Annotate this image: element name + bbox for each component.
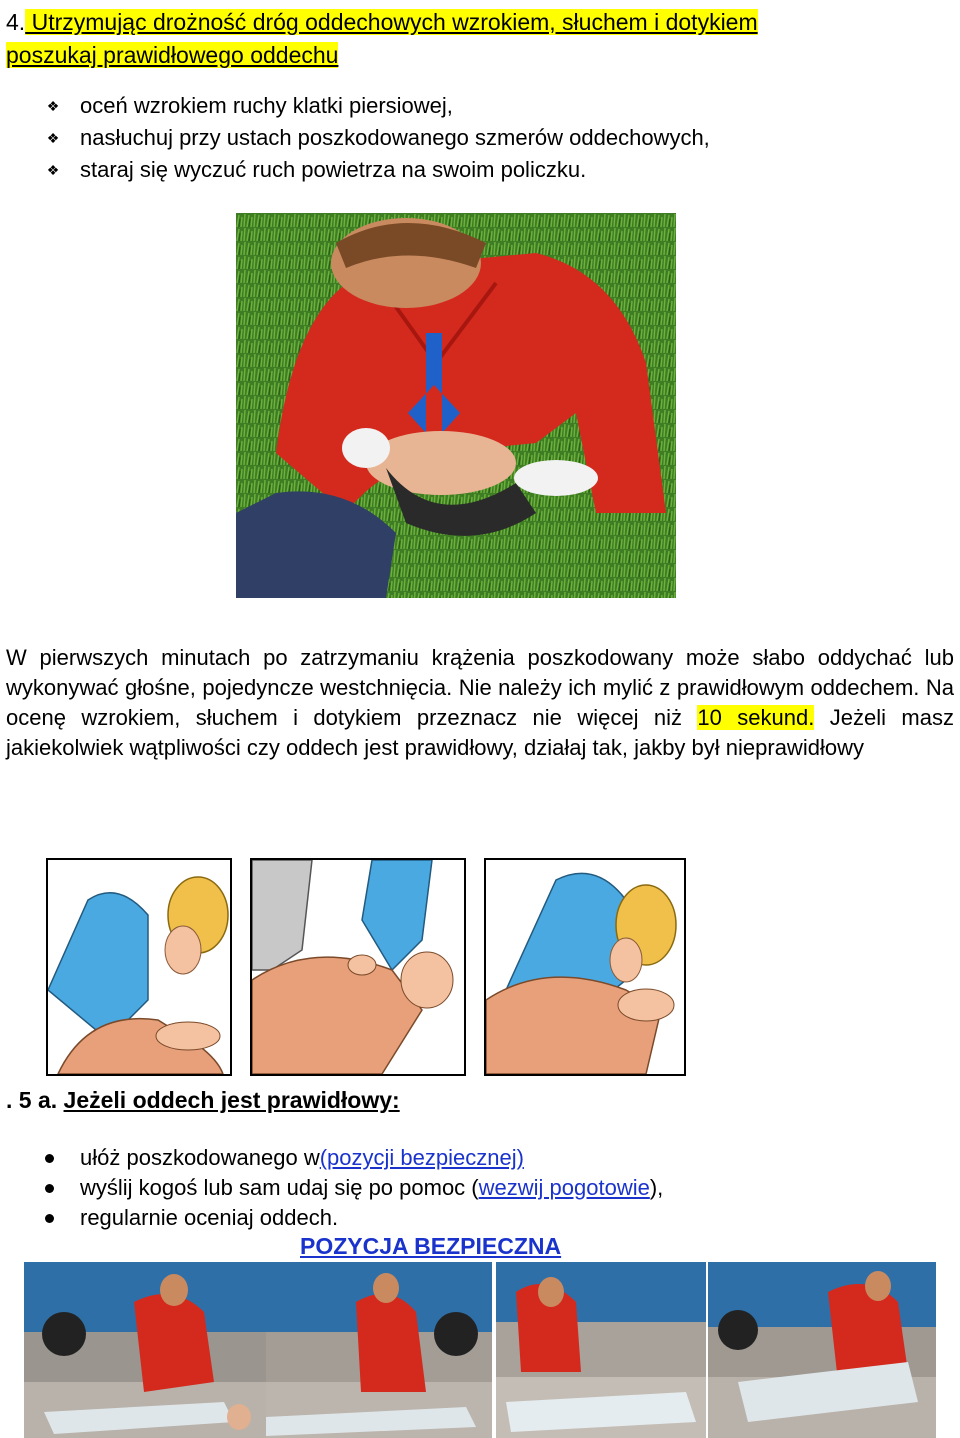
list-item: regularnie oceniaj oddech. xyxy=(40,1203,663,1233)
section-4-title-line2: poszukaj prawidłowego oddechu xyxy=(6,42,339,68)
list-item: ❖ staraj się wyczuć ruch powietrza na swoim policzku. xyxy=(40,154,710,186)
breathing-check-photo-illustration xyxy=(236,213,676,598)
section-4-heading xyxy=(6,6,946,72)
recovery-position-photo-4 xyxy=(708,1262,936,1438)
normal-breathing-actions-list xyxy=(40,1143,663,1233)
bullet-dot-icon xyxy=(45,1184,54,1193)
recovery-position-title[interactable]: POZYCJA BEZPIECZNA xyxy=(300,1233,562,1259)
bullet-dot-icon xyxy=(45,1214,54,1223)
diamond-bullet-icon: ❖ xyxy=(46,162,60,178)
list-item: ❖ oceń wzrokiem ruchy klatki piersiowej, xyxy=(40,90,710,122)
list-item: ułóż poszkodowanego w (pozycji bezpiecznej) xyxy=(40,1143,663,1173)
breathing-check-photo xyxy=(236,213,676,598)
breathing-paragraph: W pierwszych minutach po zatrzymaniu krążenia poszkodowany może słabo oddychać lub wykonywać głośne, pojedyncze westchnięcia. Nie należy ich mylić z prawidłowym oddechem. Na ocenę wzrokiem, słuchem i dotykiem przeznacz nie więcej niż 10 sekund. Jeżeli masz jakiekolwiek wątpliwości czy oddech jest prawidłowy, działaj tak, jakby był nieprawidłowy xyxy=(6,645,954,760)
diamond-bullet-icon: ❖ xyxy=(46,130,60,146)
recovery-position-photo-3 xyxy=(496,1262,706,1438)
list-item: ❖ nasłuchuj przy ustach poszkodowanego szmerów oddechowych, xyxy=(40,122,710,154)
diamond-bullet-icon: ❖ xyxy=(46,98,60,114)
breathing-check-list xyxy=(40,90,710,186)
list-item: wyślij kogoś lub sam udaj się po pomoc ( wezwij pogotowie ), xyxy=(40,1173,663,1203)
recovery-position-photo-1 xyxy=(24,1262,266,1438)
illustration-look-listen-feel-1 xyxy=(46,858,232,1076)
illustration-look-listen-feel-3 xyxy=(484,858,686,1076)
section-5a-title: Jeżeli oddech jest prawidłowy: xyxy=(63,1087,400,1113)
recovery-position-photo-2 xyxy=(266,1262,492,1438)
section-5a-heading: . 5 a. Jeżeli oddech jest prawidłowy: xyxy=(6,1087,400,1113)
recovery-position-link[interactable]: (pozycji bezpiecznej) xyxy=(319,1145,524,1170)
illustration-look-listen-feel-2 xyxy=(250,858,466,1076)
ten-seconds-highlight: 10 sekund. xyxy=(697,705,815,730)
section-4-number: 4. xyxy=(6,9,26,35)
section-4-title-line1: Utrzymując drożność dróg oddechowych wzrokiem, słuchem i dotykiem xyxy=(25,9,758,35)
bullet-dot-icon xyxy=(45,1154,54,1163)
call-ambulance-link[interactable]: wezwij pogotowie xyxy=(478,1175,650,1200)
